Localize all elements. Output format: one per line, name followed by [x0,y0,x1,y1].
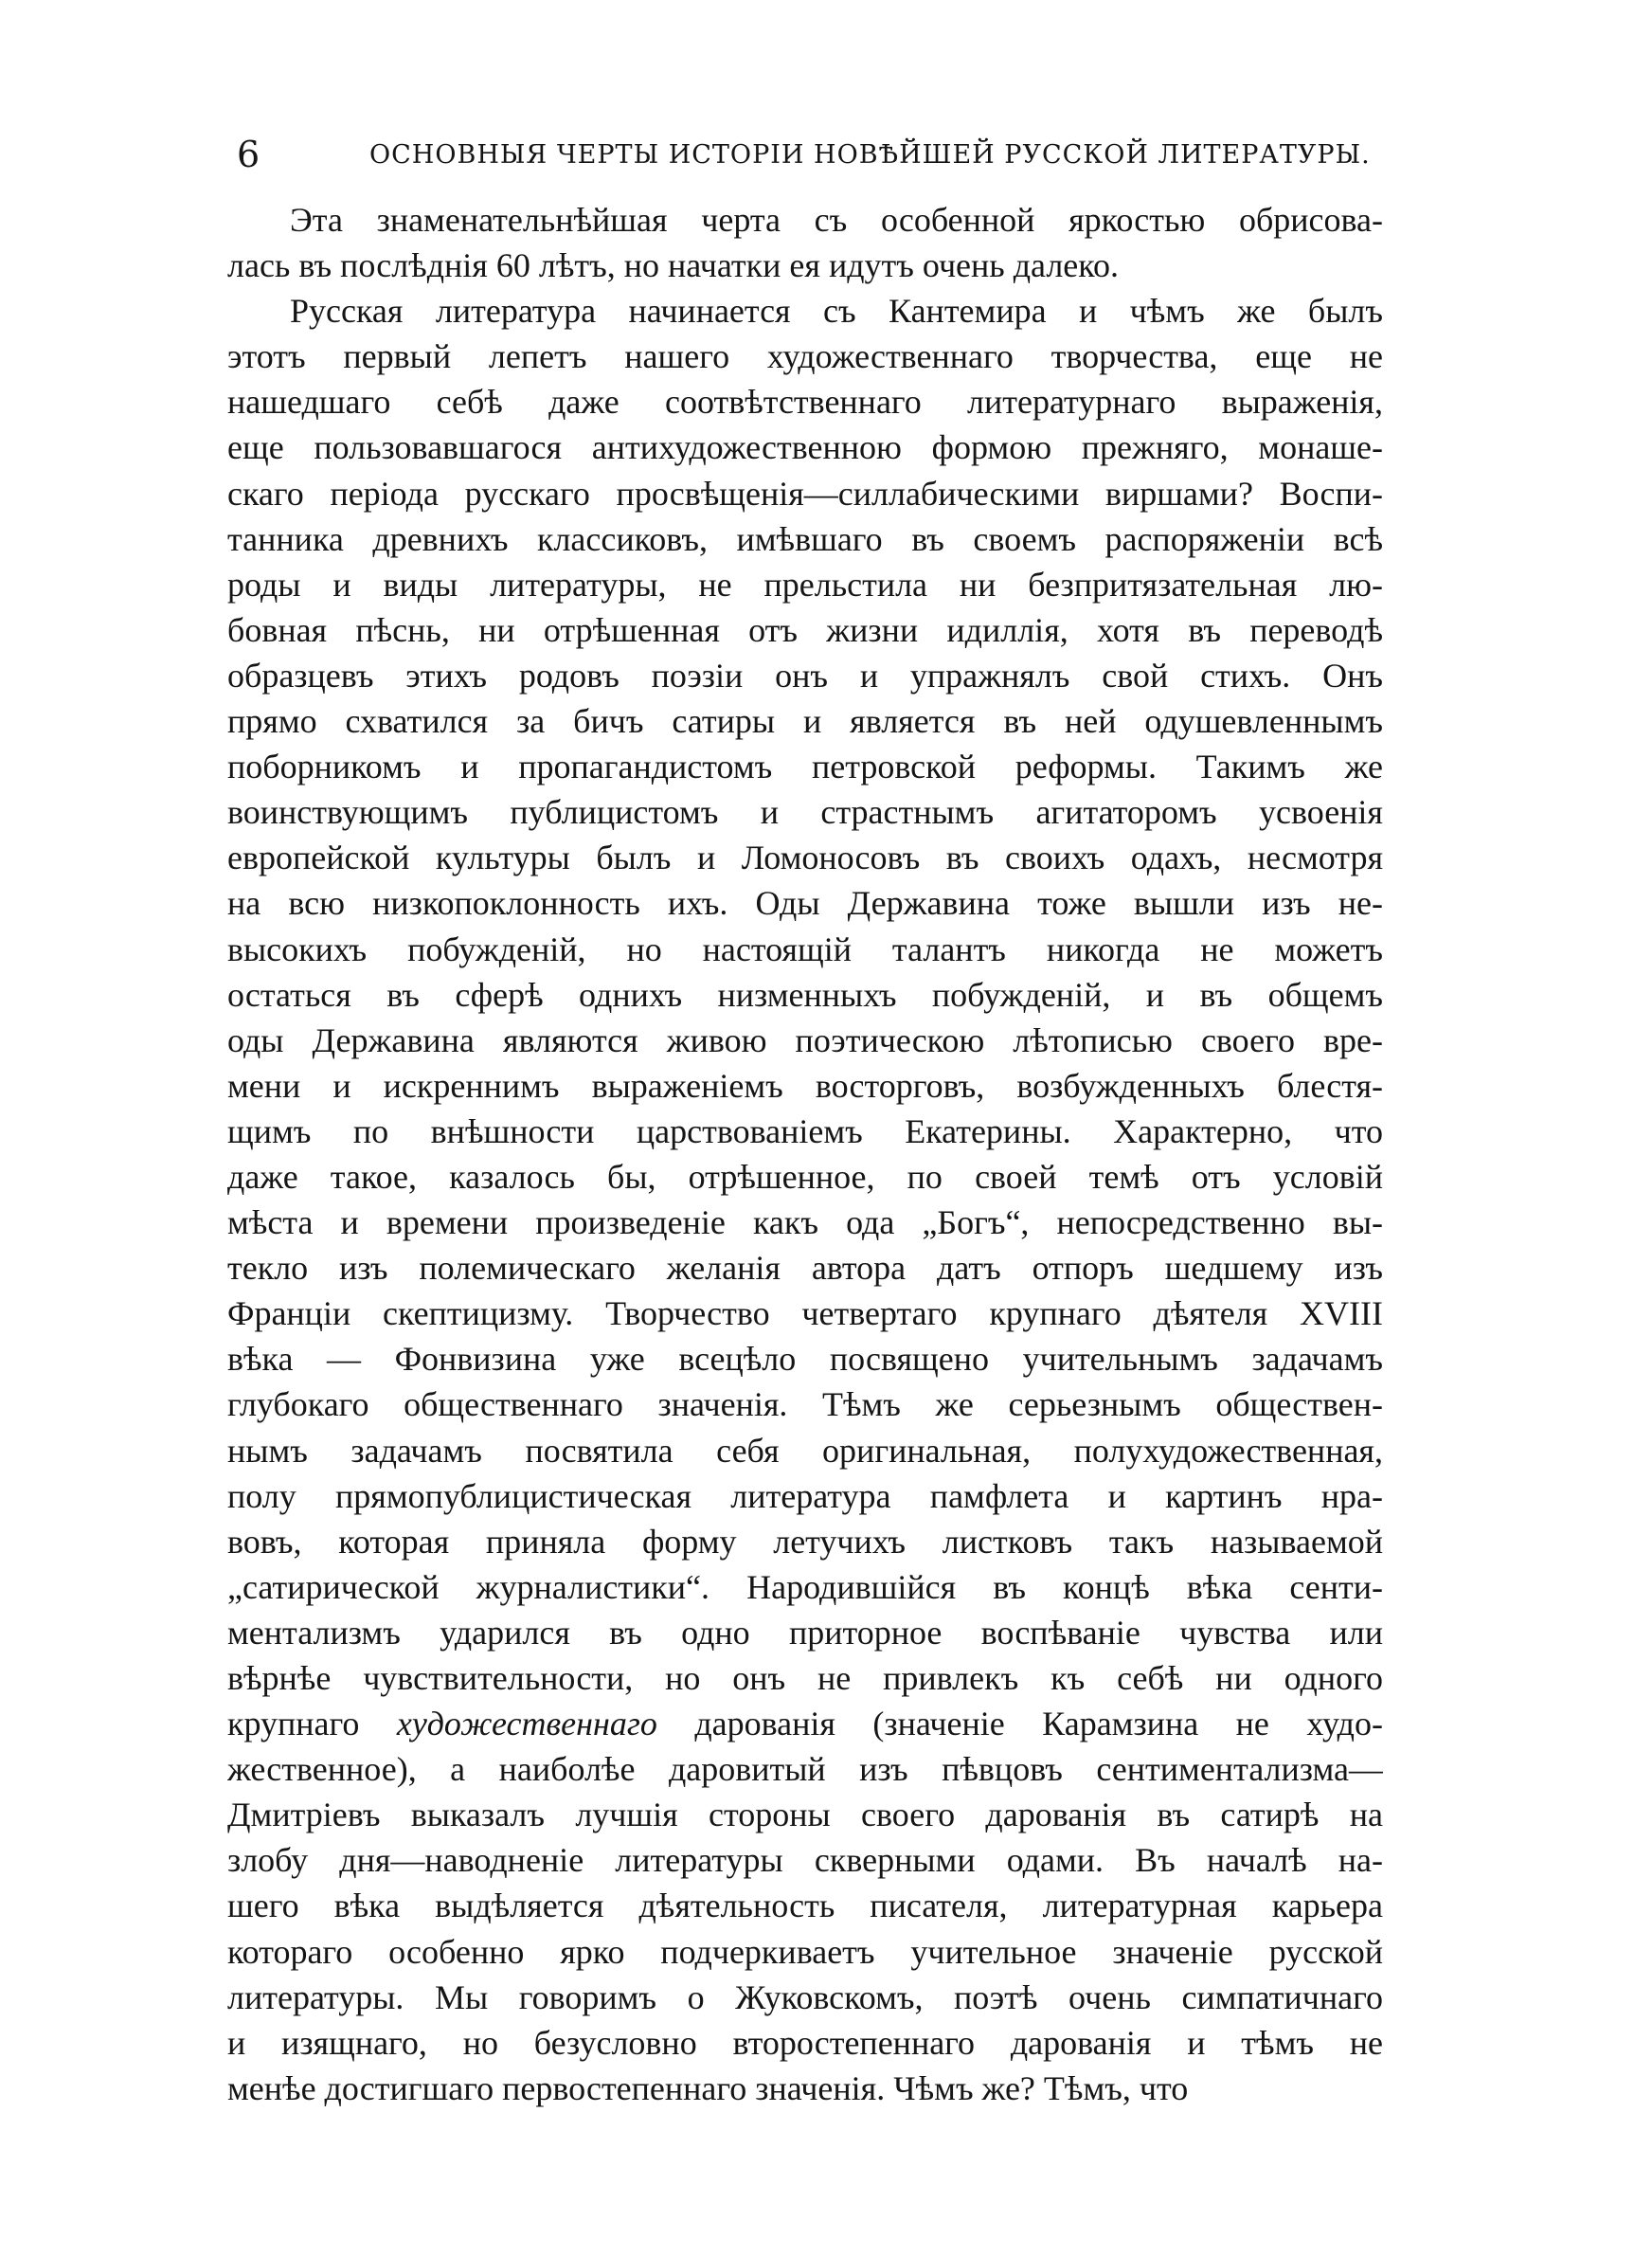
running-title: ОСНОВНЫЯ ЧЕРТЫ ИСТОРІИ НОВѢЙШЕЙ РУССКОЙ ЛИТЕРАТУРЫ. [369,140,1371,170]
text-line: Русская литература начинается съ Кантемира и чѣмъ же былъ [290,292,1383,331]
text-line: нымъ задачамъ посвятила себя оригинальная, полухудожественная, [227,1431,1383,1470]
text-line: крупнаго художественнаго дарованія (значеніе Карамзина не худо- [227,1705,1383,1743]
text-line: Дмитріевъ выказалъ лучшія стороны своего дарованія въ сатирѣ на [227,1796,1383,1834]
text-line: еще пользовавшагося антихудожественною формою прежняго, монаше- [227,428,1383,467]
text-line: оды Державина являются живою поэтическою лѣтописью своего вре- [227,1020,1383,1059]
text-line: танника древнихъ классиковъ, имѣвшаго въ своемъ распоряженіи всѣ [227,519,1383,558]
text-line: полу прямопублицистическая литература памфлета и картинъ нра- [227,1476,1383,1515]
text-line: даже такое, казалось бы, отрѣшенное, по своей темѣ отъ условій [227,1157,1383,1196]
text-line: шего вѣка выдѣляется дѣятельность писателя, литературная карьера [227,1887,1383,1925]
text-line: поборникомъ и пропагандистомъ петровской реформы. Такимъ же [227,748,1383,786]
text-line: и изящнаго, но безусловно второстепеннаго дарованія и тѣмъ не [227,2023,1383,2062]
text-line: на всю низкопоклонность ихъ. Оды Державина тоже вышли изъ не- [227,884,1383,923]
text-line: вовъ, которая приняла форму летучихъ листковъ такъ называемой [227,1522,1383,1561]
text-line: вѣрнѣе чувствительности, но онъ не привлекъ къ себѣ ни одного [227,1659,1383,1697]
text-line: „сатирической журналистики“. Народившійся въ концѣ вѣка сенти- [227,1567,1383,1606]
text-line: образцевъ этихъ родовъ поэзіи онъ и упражнялъ свой стихъ. Онъ [227,656,1383,695]
text-line: Эта знаменательнѣйшая черта съ особенной яркостью обрисова- [290,201,1383,239]
text-line: вѣка — Фонвизина уже всецѣло посвящено учительнымъ задачамъ [227,1340,1383,1379]
text-line: бовная пѣснь, ни отрѣшенная отъ жизни идиллія, хотя въ переводѣ [227,610,1383,649]
text-line: лась въ послѣднія 60 лѣтъ, но начатки ея идутъ очень далеко. [227,246,1119,285]
page-header [227,131,1392,188]
text-line: этотъ первый лепетъ нашего художественнаго творчества, еще не [227,337,1383,376]
text-line: мѣста и времени произведеніе какъ ода „Богъ“, непосредственно вы- [227,1203,1383,1242]
text-line: высокихъ побужденій, но настоящій талантъ никогда не можетъ [227,930,1383,968]
paragraph [227,197,1383,288]
text-line: текло изъ полемическаго желанія автора датъ отпоръ шедшему изъ [227,1249,1383,1288]
text-line: прямо схватился за бичъ сатиры и является въ ней одушевленнымъ [227,702,1383,741]
text-line: жественное), а наиболѣе даровитый изъ пѣвцовъ сентиментализма— [227,1750,1383,1789]
text-line: литературы. Мы говоримъ о Жуковскомъ, поэтѣ очень симпатичнаго [227,1977,1383,2016]
text-line: мени и искреннимъ выраженіемъ восторговъ, возбужденныхъ блестя- [227,1066,1383,1105]
paragraph [227,288,1383,2111]
page-number: 6 [237,134,260,175]
text-line: менѣе достигшаго первостепеннаго значенія. Чѣмъ же? Тѣмъ, что [227,2068,1189,2107]
text-line: воинствующимъ публицистомъ и страстнымъ агитаторомъ усвоенія [227,793,1383,832]
text-line: европейской культуры былъ и Ломоносовъ въ своихъ одахъ, несмотря [227,839,1383,877]
text-line: нашедшаго себѣ даже соотвѣтственнаго литературнаго выраженія, [227,383,1383,422]
text-line: остаться въ сферѣ однихъ низменныхъ побужденій, и въ общемъ [227,975,1383,1014]
text-line: злобу дня—наводненіе литературы скверными одами. Въ началѣ на- [227,1841,1383,1880]
text-line: щимъ по внѣшности царствованіемъ Екатерины. Характерно, что [227,1111,1383,1150]
text-line: котораго особенно ярко подчеркиваетъ учительное значеніе русской [227,1932,1383,1971]
text-line: глубокаго общественнаго значенія. Тѣмъ же серьезнымъ обществен- [227,1385,1383,1424]
body-text [227,197,1383,2111]
text-line: Франціи скептицизму. Творчество четвертаго крупнаго дѣятеля XVIII [227,1294,1383,1333]
text-line: скаго періода русскаго просвѣщенія—силлабическими виршами? Воспи- [227,474,1383,513]
text-line: ментализмъ ударился въ одно приторное воспѣваніе чувства или [227,1613,1383,1652]
text-line: роды и виды литературы, не прельстила ни безпритязательная лю- [227,565,1383,604]
